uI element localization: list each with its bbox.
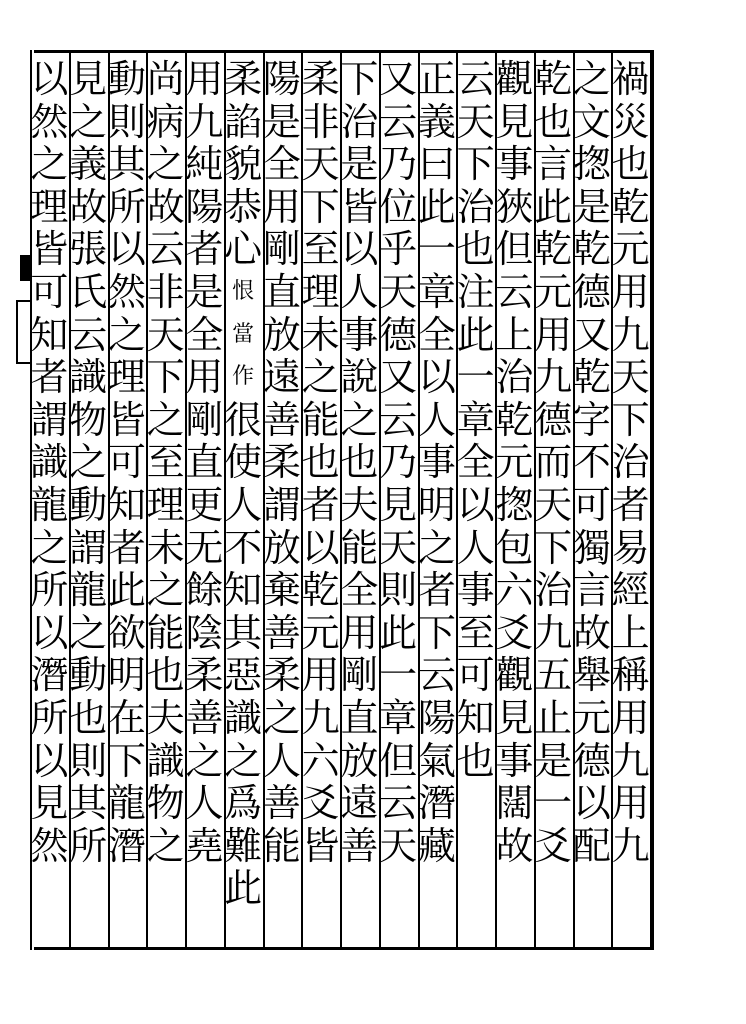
text-column: 之 文 揔 是 乾 德 又 乾 字 不 可 獨 言 故 舉 元 德 以 配 xyxy=(572,57,611,868)
text-column: 柔 非 天 下 至 理 未 之 能 也 者 以 乾 元 用 九 六 爻 皆 xyxy=(301,57,340,868)
text-column: 陽 是 全 用 剛 直 放 遠 善 柔 謂 放 棄 善 柔 之 人 善 能 xyxy=(262,57,301,868)
text-column: 尚 病 之 故 云 非 天 下 之 至 理 未 之 能 也 夫 識 物 之 xyxy=(146,57,185,868)
text-column: 下 治 是 皆 以 人 事 說 之 也 夫 能 全 用 剛 直 放 遠 善 xyxy=(340,57,379,868)
text-column: 云 天 下 治 也 注 此 一 章 全 以 人 事 至 可 知 也 xyxy=(456,57,495,783)
text-column: 禍 災 也 乾 元 用 九 天 下 治 者 易 經 上 稱 用 九 用 九 xyxy=(611,57,650,868)
text-column: 柔 諂 貌 恭 心 恨 當 作 很 使 人 不 知 其 惡 識 之 爲 難 此 xyxy=(224,57,263,911)
text-column: 見 之 義 故 張 氏 云 識 物 之 動 謂 龍 之 動 也 則 其 所 xyxy=(69,57,108,868)
text-column: 乾 也 言 此 乾 元 用 九 德 而 天 下 治 九 五 止 是 一 爻 xyxy=(534,57,573,868)
text-column: 以 然 之 理 皆 可 知 者 謂 識 龍 之 所 以 潛 所 以 見 然 xyxy=(30,57,69,868)
text-column: 動 則 其 所 以 然 之 理 皆 可 知 者 此 欲 明 在 下 龍 潛 xyxy=(107,57,146,868)
text-column: 又 云 乃 位 乎 天 德 又 云 乃 見 天 則 此 一 章 但 云 天 xyxy=(379,57,418,868)
text-column: 觀 見 事 狹 但 云 上 治 乾 元 揔 包 六 爻 觀 見 事 闊 故 xyxy=(495,57,534,868)
text-column: 用 九 純 陽 者 是 全 用 剛 直 更 无 餘 陰 柔 善 之 人 堯 xyxy=(185,57,224,868)
text-column: 正 義 曰 此 一 章 全 以 人 事 明 之 者 下 云 陽 氣 潛 藏 xyxy=(417,57,456,868)
